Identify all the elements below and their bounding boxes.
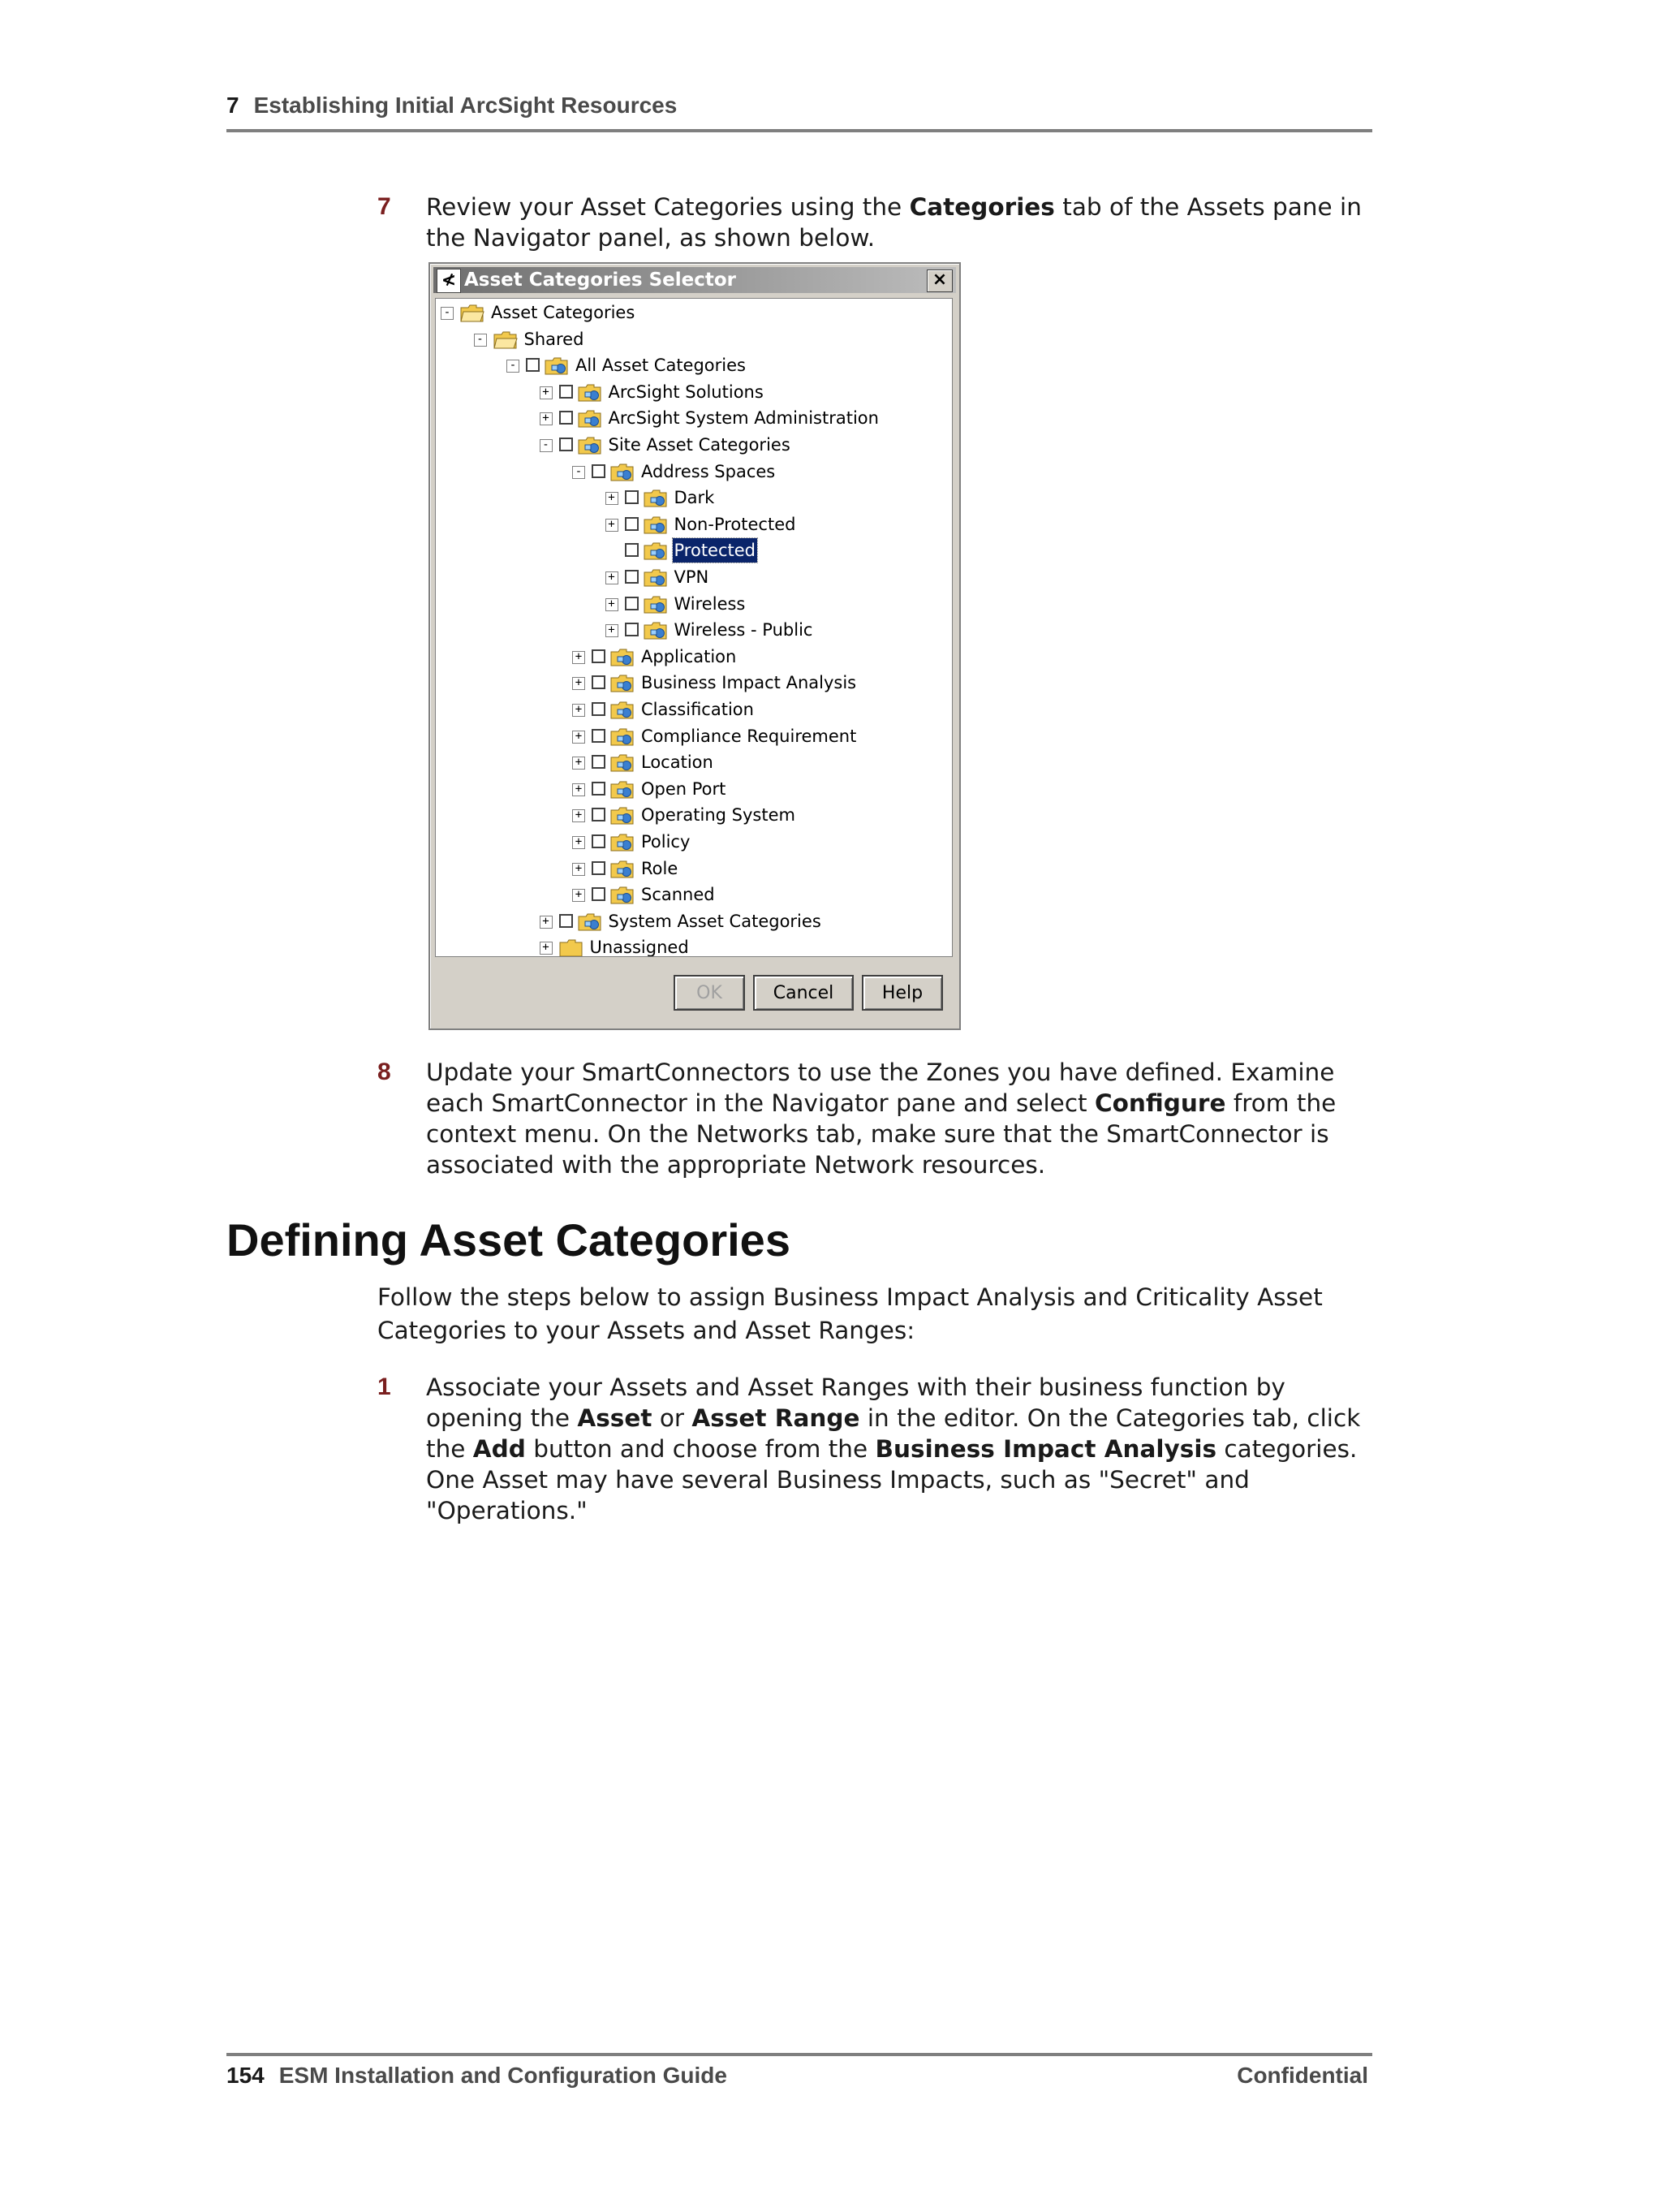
expand-icon[interactable]: +: [572, 809, 585, 822]
category-folder-icon: [578, 410, 602, 428]
category-checkbox[interactable]: [592, 755, 605, 769]
step-text-part: Associate your Assets and Asset Ranges with their business function by opening the: [426, 1373, 1285, 1432]
expand-icon[interactable]: +: [540, 412, 553, 425]
category-checkbox[interactable]: [559, 385, 573, 399]
step-text-bold: Asset Range: [691, 1404, 860, 1432]
category-folder-icon: [610, 860, 635, 878]
tree-node[interactable]: [436, 618, 952, 642]
confidential-label: Confidential: [1237, 2063, 1368, 2088]
category-checkbox[interactable]: [526, 358, 540, 372]
expand-icon[interactable]: +: [572, 889, 585, 902]
header-rule: [226, 129, 1372, 132]
tree-node[interactable]: [436, 353, 952, 377]
tree-node-label[interactable]: Non-Protected: [674, 514, 796, 534]
tree-node[interactable]: [436, 380, 952, 404]
chapter-number: 7: [226, 93, 239, 118]
guide-title: ESM Installation and Configuration Guide: [278, 2063, 727, 2088]
expand-icon[interactable]: +: [540, 916, 553, 929]
tree-node[interactable]: [436, 592, 952, 616]
category-folder-icon: [578, 437, 602, 455]
expand-icon[interactable]: +: [605, 519, 618, 532]
collapse-icon[interactable]: -: [474, 334, 487, 347]
tree-node-label[interactable]: Application: [641, 646, 737, 666]
tree-node-label[interactable]: Business Impact Analysis: [641, 673, 857, 693]
step-text-bold: Business Impact Analysis: [875, 1435, 1217, 1463]
running-header: [226, 93, 677, 119]
step-text-bold: Configure: [1095, 1089, 1226, 1117]
step-text-bold: Asset: [577, 1404, 652, 1432]
tree-node-label[interactable]: Dark: [674, 488, 715, 508]
category-folder-icon: [610, 701, 635, 719]
ok-button[interactable]: OK: [674, 975, 745, 1011]
step-text-bold: Add: [472, 1435, 526, 1463]
open-folder-icon: [493, 331, 518, 349]
tree-node-label[interactable]: Scanned: [641, 885, 715, 905]
category-folder-icon: [610, 649, 635, 666]
category-checkbox[interactable]: [559, 411, 573, 425]
expand-icon[interactable]: +: [605, 598, 618, 611]
tree-node[interactable]: [436, 433, 952, 457]
tree-node[interactable]: [436, 670, 952, 695]
category-checkbox[interactable]: [592, 887, 605, 901]
category-checkbox[interactable]: [592, 782, 605, 796]
tree-node-label[interactable]: System Asset Categories: [608, 911, 821, 931]
tree-node[interactable]: [436, 512, 952, 537]
tree-node-label[interactable]: VPN: [674, 567, 709, 587]
category-folder-icon: [610, 728, 635, 746]
expand-icon[interactable]: +: [572, 677, 585, 690]
tree-node[interactable]: [436, 882, 952, 907]
step-number: 7: [377, 193, 391, 220]
category-folder-icon: [610, 754, 635, 772]
category-folder-icon: [610, 807, 635, 825]
asset-categories-icon: ≮: [437, 269, 461, 293]
category-folder-icon: [644, 596, 668, 614]
tree-node[interactable]: [436, 803, 952, 827]
tree-node-label[interactable]: Operating System: [641, 805, 795, 826]
expand-icon[interactable]: +: [572, 731, 585, 744]
section-intro: Follow the steps below to assign Business Impact Analysis and Criticality Asset Categories to your Assets and Asset Ranges:: [377, 1283, 1323, 1344]
category-checkbox[interactable]: [625, 623, 639, 636]
category-checkbox[interactable]: [592, 808, 605, 821]
expand-icon[interactable]: +: [572, 704, 585, 717]
category-checkbox[interactable]: [625, 490, 639, 504]
tree-node[interactable]: [436, 327, 952, 351]
category-checkbox[interactable]: [559, 914, 573, 928]
category-checkbox[interactable]: [559, 438, 573, 451]
collapse-icon[interactable]: -: [572, 466, 585, 479]
tree-node[interactable]: [436, 830, 952, 854]
tree-node-label[interactable]: Wireless - Public: [674, 620, 813, 640]
category-folder-icon: [644, 622, 668, 640]
tree-node[interactable]: [436, 750, 952, 774]
step-text-part: Update your SmartConnectors to use the Zones you have defined. Examine each SmartConnector in the Navigator pane and select: [426, 1059, 1335, 1117]
category-folder-icon: [610, 886, 635, 904]
category-folder-icon: [644, 516, 668, 534]
step-text-part: in the editor. On the Categories tab, click the: [426, 1404, 1361, 1463]
step-text-part: or: [652, 1404, 692, 1432]
dialog-title-bar[interactable]: [433, 267, 956, 293]
category-folder-icon: [610, 781, 635, 799]
tree-node[interactable]: [436, 300, 952, 325]
open-folder-icon: [460, 304, 484, 322]
category-checkbox[interactable]: [592, 675, 605, 689]
expand-icon[interactable]: +: [540, 386, 553, 399]
tree-node[interactable]: [436, 697, 952, 722]
page-number: 154: [226, 2063, 265, 2088]
tree-node-label[interactable]: Address Spaces: [641, 461, 776, 481]
asset-categories-dialog: [428, 262, 961, 1030]
step-text-part: tab of the Assets pane in the Navigator panel, as shown below.: [426, 193, 1362, 252]
collapse-icon[interactable]: -: [441, 307, 454, 320]
category-folder-icon: [610, 675, 635, 692]
chapter-title: Establishing Initial ArcSight Resources: [253, 93, 678, 118]
tree-node[interactable]: [436, 909, 952, 934]
step-text: [426, 1372, 1384, 1526]
expand-icon[interactable]: +: [572, 651, 585, 664]
category-checkbox[interactable]: [592, 702, 605, 716]
expand-icon[interactable]: +: [605, 624, 618, 637]
tree-node[interactable]: [436, 645, 952, 669]
expand-icon[interactable]: +: [605, 492, 618, 505]
category-checkbox[interactable]: [625, 517, 639, 531]
step-text-part: Review your Asset Categories using the: [426, 193, 910, 221]
category-folder-icon: [644, 489, 668, 507]
collapse-icon[interactable]: -: [506, 360, 519, 373]
tree-node-label[interactable]: Wireless: [674, 593, 746, 614]
expand-icon[interactable]: +: [572, 836, 585, 849]
step-text-bold: Categories: [909, 193, 1055, 221]
tree-node[interactable]: [436, 777, 952, 801]
close-button[interactable]: ×: [927, 269, 953, 292]
step-number: 1: [377, 1373, 391, 1400]
footer-left: [226, 2063, 727, 2089]
tree-node-label[interactable]: Role: [641, 858, 678, 878]
expand-icon[interactable]: +: [605, 571, 618, 584]
tree-node[interactable]: [436, 485, 952, 510]
section-heading: Defining Asset Categories: [226, 1214, 790, 1266]
category-tree[interactable]: [435, 298, 953, 957]
category-checkbox[interactable]: [592, 729, 605, 743]
tree-node[interactable]: [436, 459, 952, 484]
category-folder-icon: [578, 384, 602, 402]
step-text-part: from the context menu. On the Networks tab, make sure that the SmartConnector is associated with the appropriate Network resources.: [426, 1089, 1337, 1179]
tree-node-label[interactable]: Shared: [523, 329, 584, 349]
plain-folder-icon: [559, 939, 583, 957]
category-checkbox[interactable]: [592, 834, 605, 848]
tree-node-label[interactable]: Policy: [641, 832, 691, 852]
cancel-button[interactable]: Cancel: [753, 975, 854, 1011]
expand-icon[interactable]: +: [572, 757, 585, 770]
category-folder-icon: [610, 464, 635, 481]
tree-node-label[interactable]: ArcSight Solutions: [608, 382, 764, 402]
tree-node[interactable]: [436, 406, 952, 430]
tree-node-label[interactable]: Asset Categories: [491, 303, 635, 322]
expand-icon[interactable]: +: [572, 863, 585, 876]
step-number: 8: [377, 1059, 391, 1085]
category-checkbox[interactable]: [592, 464, 605, 478]
category-checkbox[interactable]: [592, 861, 605, 875]
expand-icon[interactable]: +: [572, 783, 585, 796]
tree-node-label[interactable]: Location: [641, 752, 713, 773]
step-text-part: button and choose from the: [525, 1435, 876, 1463]
tree-node-label[interactable]: Compliance Requirement: [641, 726, 857, 746]
tree-node-label[interactable]: ArcSight System Administration: [608, 408, 879, 429]
tree-node-label[interactable]: Classification: [641, 700, 754, 719]
category-checkbox[interactable]: [625, 570, 639, 584]
help-button[interactable]: Help: [862, 975, 943, 1011]
tree-node-label[interactable]: Open Port: [641, 778, 726, 799]
step-text: [426, 1057, 1384, 1180]
category-folder-icon: [644, 542, 668, 560]
step-text-part: categories. One Asset may have several Business Impacts, such as "Secret" and "Operations.": [426, 1435, 1358, 1524]
tree-node-label[interactable]: Site Asset Categories: [608, 435, 790, 455]
expand-icon[interactable]: +: [540, 942, 553, 955]
dialog-title: Asset Categories Selector: [464, 269, 736, 291]
tree-node[interactable]: [436, 856, 952, 881]
category-folder-icon: [644, 569, 668, 587]
tree-node[interactable]: [436, 724, 952, 748]
category-checkbox[interactable]: [625, 543, 639, 557]
footer-rule: [226, 2053, 1372, 2056]
tree-node[interactable]: [436, 935, 952, 957]
collapse-icon[interactable]: -: [540, 439, 553, 452]
tree-node[interactable]: [436, 565, 952, 589]
category-checkbox[interactable]: [625, 597, 639, 610]
category-folder-icon: [578, 913, 602, 931]
tree-node-label[interactable]: Protected: [673, 538, 758, 563]
tree-node[interactable]: [436, 538, 952, 563]
category-folder-icon: [610, 834, 635, 852]
tree-node-label[interactable]: All Asset Categories: [575, 356, 746, 376]
step-text: [426, 192, 1384, 253]
tree-node-label[interactable]: Unassigned: [589, 938, 689, 957]
category-folder-icon: [545, 357, 569, 375]
category-checkbox[interactable]: [592, 649, 605, 663]
